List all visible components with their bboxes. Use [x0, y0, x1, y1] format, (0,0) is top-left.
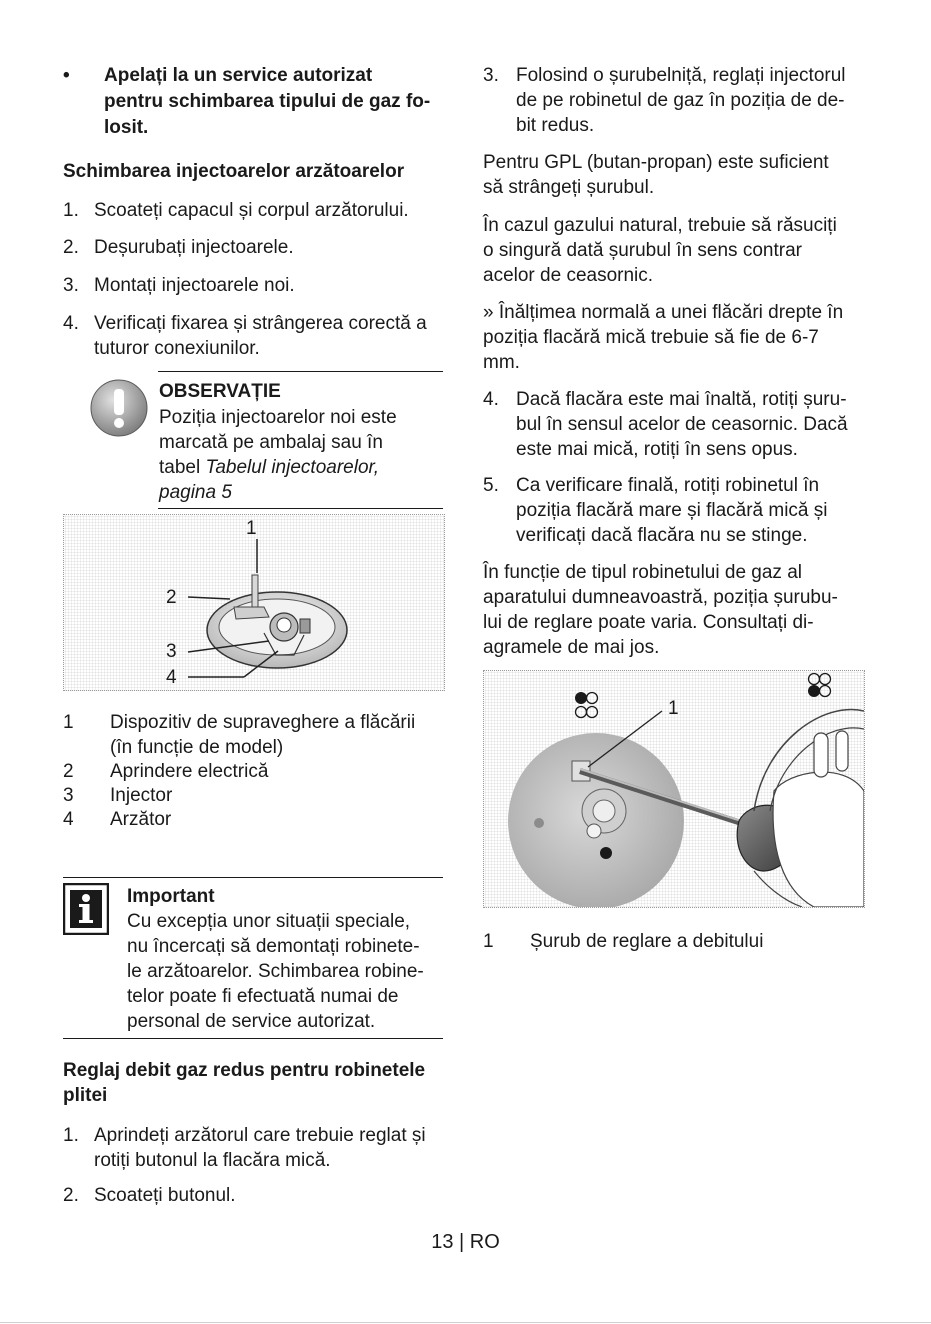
legend-text: Arzător [110, 809, 172, 830]
legend-text: Șurub de reglare a debitului [530, 931, 764, 952]
section-title: Reglaj debit gaz redus pentru robinetele [63, 1060, 426, 1081]
legend-number: 2 [63, 761, 74, 782]
list-text: Folosind o șurubelniță, reglați injectorul [516, 65, 846, 86]
legend-text: Aprindere electrică [110, 761, 269, 782]
list-text: este mai mică, rotiți în sens opus. [516, 439, 798, 460]
list-text: de pe robinetul de gaz în poziția de de- [516, 90, 845, 111]
warning-icon [89, 378, 149, 438]
list-number: 1. [63, 200, 79, 221]
legend-number: 1 [63, 712, 74, 733]
legend-text: Dispozitiv de supraveghere a flăcării [110, 712, 416, 733]
list-number: 2. [63, 237, 79, 258]
figure-callout-2: 2 [166, 587, 177, 608]
list-text: Verificați fixarea și strângerea corectă a [94, 313, 427, 334]
footer-separator: | [459, 1231, 465, 1253]
note-text-line: marcată pe ambalaj sau în [159, 432, 383, 453]
table-reference[interactable]: Tabelul injectoarelor, [205, 457, 380, 478]
important-text-line: Cu excepția unor situații speciale, [127, 911, 411, 932]
list-number: 4. [63, 313, 79, 334]
list-number: 3. [483, 65, 499, 86]
paragraph-line: » Înălțimea normală a unei flăcări drepte în [483, 302, 844, 323]
important-text-line: nu încercați să demontați robinete- [127, 936, 420, 957]
list-number: 3. [63, 275, 79, 296]
note-top-rule [158, 371, 443, 372]
legend-number: 4 [63, 809, 74, 830]
bullet-text-line: losit. [104, 117, 149, 138]
important-top-rule [63, 877, 443, 878]
list-text: Dacă flacăra este mai înaltă, rotiți șuru- [516, 389, 847, 410]
legend-text: Injector [110, 785, 173, 806]
list-text: tuturor conexiunilor. [94, 338, 260, 359]
note-text-line: Poziția injectoarelor noi este [159, 407, 397, 428]
list-text: Deșurubați injectoarele. [94, 237, 294, 258]
paragraph-line: agramele de mai jos. [483, 637, 660, 658]
bullet-warning [63, 64, 448, 140]
list-text: bit redus. [516, 115, 595, 136]
list-text: Montați injectoarele noi. [94, 275, 295, 296]
paragraph-line: poziția flacără mică trebuie să fie de 6-7 [483, 327, 819, 348]
important-text-line: telor poate fi efectuată numai de [127, 986, 399, 1007]
note-text-line: tabel Tabelul injectoarelor, [159, 457, 380, 478]
important-title: Important [127, 886, 215, 907]
paragraph-line: lui de reglare poate varia. Consultați di- [483, 612, 814, 633]
list-number: 5. [483, 475, 499, 496]
paragraph-line: mm. [483, 352, 520, 373]
list-text: Scoateți butonul. [94, 1185, 236, 1206]
paragraph-line: În cazul gazului natural, trebuie să răsuciți [483, 215, 837, 236]
list-number: 4. [483, 389, 499, 410]
paragraph-line: o singură dată șurubul în sens contrar [483, 240, 802, 261]
important-text-line: personal de service autorizat. [127, 1011, 376, 1032]
valve-adjustment-figure [483, 670, 865, 908]
paragraph-line: acelor de ceasornic. [483, 265, 654, 286]
bullet-icon: • [63, 65, 70, 86]
legend-text: (în funcție de model) [110, 737, 284, 758]
important-text-line: le arzătoarelor. Schimbarea robine- [127, 961, 424, 982]
important-bottom-rule [63, 1038, 443, 1039]
list-number: 2. [63, 1185, 79, 1206]
note-bottom-rule [158, 508, 443, 509]
legend-number: 3 [63, 785, 74, 806]
section-title: Schimbarea injectoarelor arzătoarelor [63, 161, 405, 182]
figure-callout-4: 4 [166, 667, 177, 688]
legend-number: 1 [483, 931, 494, 952]
figure-callout-1: 1 [668, 698, 679, 719]
note-title: OBSERVAȚIE [159, 381, 281, 402]
page-reference[interactable]: pagina 5 [159, 482, 232, 503]
list-text: bul în sensul acelor de ceasornic. Dacă [516, 414, 848, 435]
list-text: verificați dacă flacăra nu se stinge. [516, 525, 808, 546]
info-icon [63, 883, 109, 935]
page-number: 13 [431, 1231, 454, 1253]
paragraph-line: În funcție de tipul robinetului de gaz al [483, 562, 802, 583]
figure-callout-1: 1 [246, 518, 257, 539]
list-text: poziția flacără mare și flacără mică și [516, 500, 828, 521]
list-text: Aprindeți arzătorul care trebuie reglat și [94, 1125, 426, 1146]
language-code: RO [469, 1231, 500, 1253]
burner-figure [63, 514, 445, 691]
bullet-text-line: pentru schimbarea tipului de gaz fo- [104, 91, 431, 112]
section-title: plitei [63, 1085, 108, 1106]
page-footer [0, 1230, 931, 1254]
paragraph-line: să strângeți șurubul. [483, 177, 655, 198]
list-text: rotiți butonul la flacăra mică. [94, 1150, 331, 1171]
paragraph-line: aparatului dumneavoastră, poziția șurubu- [483, 587, 838, 608]
figure-callout-3: 3 [166, 641, 177, 662]
list-text: Scoateți capacul și corpul arzătorului. [94, 200, 409, 221]
list-number: 1. [63, 1125, 79, 1146]
list-text: Ca verificare finală, rotiți robinetul în [516, 475, 820, 496]
paragraph-line: Pentru GPL (butan-propan) este suficient [483, 152, 829, 173]
page-bottom-edge [0, 1322, 931, 1323]
burner-illustration [64, 515, 444, 690]
bullet-text-line: Apelați la un service autorizat [104, 65, 373, 86]
